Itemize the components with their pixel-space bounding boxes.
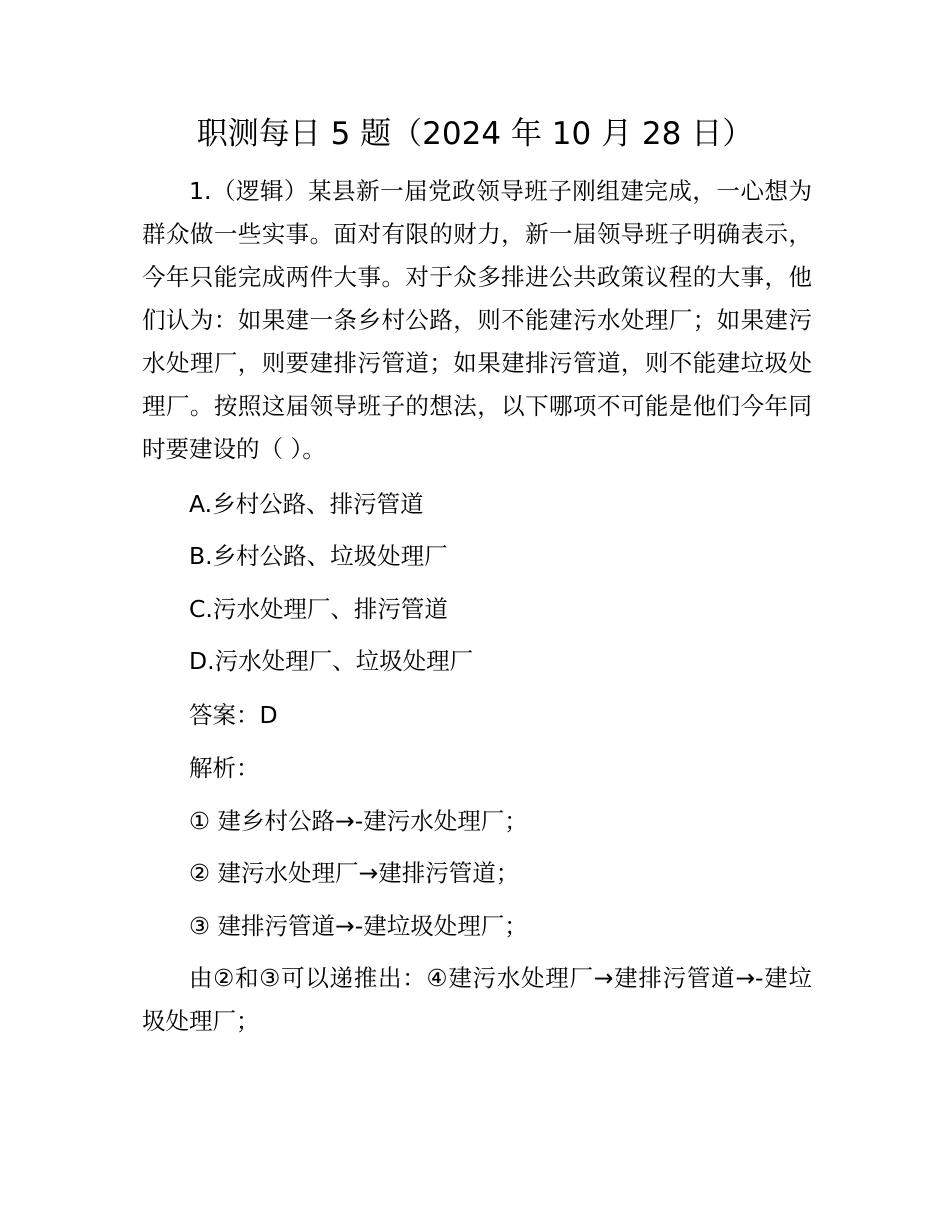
option-b: B.乡村公路、垃圾处理厂 — [189, 542, 448, 570]
analysis-label: 解析： — [189, 754, 260, 782]
question-paragraph: 1.（逻辑）某县新一届党政领导班子刚组建完成，一心想为群众做一些实事。面对有限的财力，新一届领导班子明确表示，今年只能完成两件大事。对于众多排进公共政策议程的大事，他们认为：如果建一条乡村公路，则不能建污水处理厂；如果建污水处理厂，则要建排污管道；如果建排污管道，则不能建垃圾处理厂。按照这届领导班子的想法，以下哪项不可能是他们今年同时要建设的（ ）。 — [142, 177, 812, 463]
answer-line: 答案：D — [189, 701, 278, 729]
analysis-step-2: ② 建污水处理厂→建排污管道； — [189, 859, 520, 887]
document-title: 职测每日 5 题（2024 年 10 月 28 日） — [196, 116, 754, 152]
derivation-paragraph: 由②和③可以递推出：④建污水处理厂→建排污管道→-建垃圾处理厂； — [142, 964, 812, 1035]
analysis-step-3: ③ 建排污管道→-建垃圾处理厂； — [189, 912, 528, 940]
analysis-step-1: ① 建乡村公路→-建污水处理厂； — [189, 807, 528, 835]
option-c: C.污水处理厂、排污管道 — [189, 595, 448, 623]
option-a: A.乡村公路、排污管道 — [189, 490, 424, 518]
option-d: D.污水处理厂、垃圾处理厂 — [189, 647, 474, 675]
